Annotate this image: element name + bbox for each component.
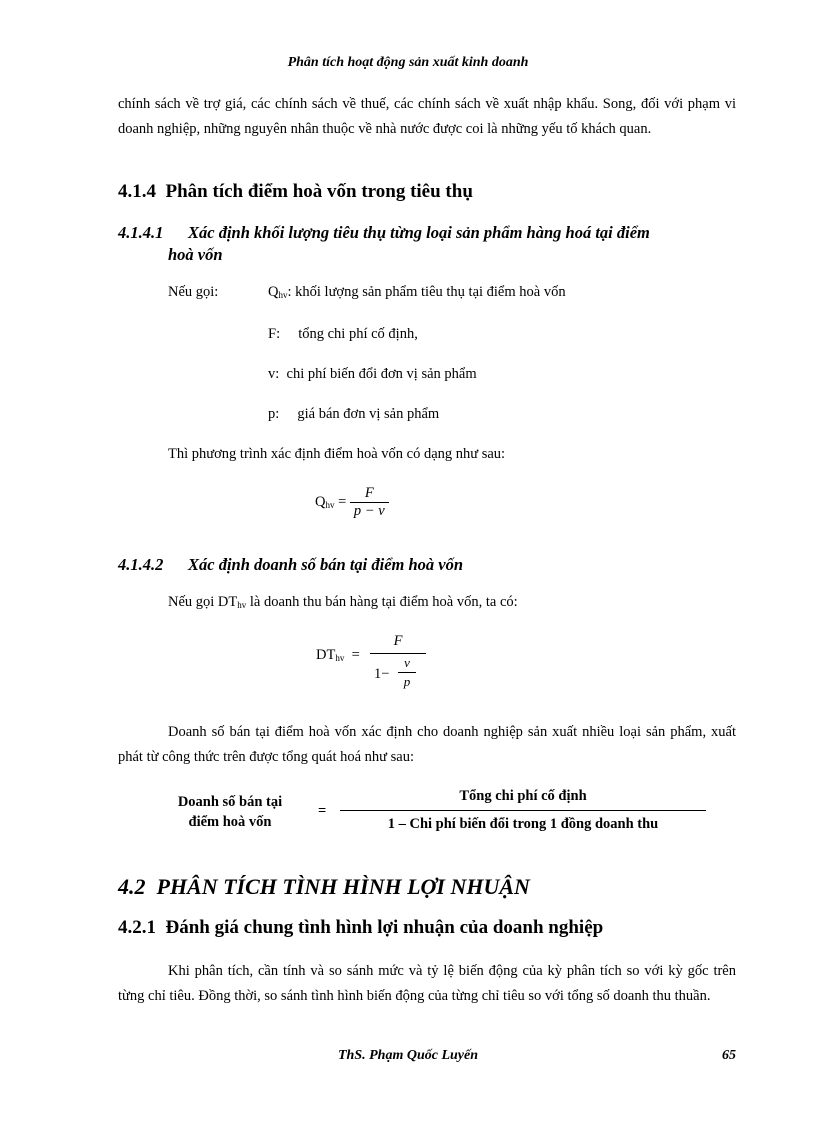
- footer-author: ThS. Phạm Quốc Luyến: [337, 1048, 478, 1063]
- p-text: giá bán đơn vị sản phẩm: [297, 406, 440, 422]
- fraction-line: [340, 810, 706, 811]
- section-heading-4-1-4-1: [118, 222, 748, 266]
- section-number: 4.2: [118, 874, 146, 899]
- definition-q: [268, 284, 566, 301]
- fraction-numerator: F: [393, 633, 403, 649]
- definition-v: [268, 366, 477, 383]
- p-symbol: p:: [268, 406, 280, 422]
- outer-fraction: [370, 633, 426, 698]
- section-heading-4-1-4-2: [118, 554, 463, 576]
- denominator-prefix: 1−: [374, 666, 390, 682]
- general-numerator: Tổng chi phí cố định: [459, 788, 587, 804]
- formula-lhs-subscript: hv: [335, 653, 345, 663]
- fraction-numerator: F: [364, 485, 374, 501]
- section-number: 4.2.1: [118, 917, 156, 938]
- equals-sign: =: [318, 803, 327, 819]
- lhs-line1: Doanh số bán tại: [177, 794, 283, 810]
- v-text: chi phí biến đổi đơn vị sản phẩm: [286, 366, 477, 382]
- dt-intro: [168, 594, 518, 611]
- f-text: tổng chi phí cố định,: [298, 326, 418, 342]
- equals-sign: =: [338, 493, 347, 510]
- q-symbol: Q: [268, 284, 279, 300]
- dt-intro-after: là doanh thu bán hàng tại điểm hoà vốn, ta có:: [246, 594, 518, 610]
- inner-numerator: v: [404, 655, 410, 670]
- section-title: PHÂN TÍCH TÌNH HÌNH LỢI NHUẬN: [156, 874, 530, 899]
- dt-intro-before: Nếu gọi DT: [168, 594, 238, 610]
- section-title: Đánh giá chung tình hình lợi nhuận của doanh nghiệp: [165, 917, 604, 938]
- fraction-denominator: [370, 653, 426, 698]
- general-denominator: 1 – Chi phí biến đổi trong 1 đồng doanh thu: [387, 816, 659, 832]
- section-heading-4-2-1: [118, 917, 603, 939]
- multi-product-paragraph: Doanh số bán tại điểm hoà vốn xác định cho doanh nghiệp sản xuất nhiều loại sản phẩm, xuất phát từ công thức trên được tổng quát hoá như sau:: [118, 724, 736, 765]
- fraction-denominator: p − v: [350, 502, 389, 520]
- section-heading-4-2: [118, 874, 530, 900]
- inner-denominator: p: [398, 672, 416, 691]
- dt-subscript: hv: [237, 600, 247, 610]
- equals-sign: =: [351, 647, 360, 663]
- formula-lhs-subscript: hv: [325, 499, 335, 510]
- q-subscript: hv: [278, 290, 288, 300]
- section-heading-4-1-4: [118, 181, 473, 203]
- section-title-line2: hoà vốn: [168, 245, 223, 264]
- v-symbol: v:: [268, 366, 280, 382]
- intro-paragraph: chính sách về trợ giá, các chính sách về thuế, các chính sách về xuất nhập khẩu. Song, đối với phạm vi doanh nghiệp, những nguyên nhân thuộc về nhà nước được coi là những yếu tố khách quan.: [118, 96, 736, 137]
- inner-fraction: [398, 654, 416, 691]
- definitions-label: Nếu gọi:: [168, 284, 219, 300]
- definition-p: [268, 406, 439, 423]
- section-title: Phân tích điểm hoà vốn trong tiêu thụ: [165, 181, 473, 202]
- section-title-line1: Xác định khối lượng tiêu thụ từng loại sản phẩm hàng hoá tại điểm: [188, 223, 650, 242]
- formula-breakeven-quantity: [315, 485, 389, 520]
- formula-lhs: Q: [315, 493, 326, 510]
- lhs-line2: điểm hoà vốn: [188, 814, 272, 830]
- section-number: 4.1.4.2: [118, 555, 164, 574]
- fraction: [350, 485, 389, 520]
- equation-intro: Thì phương trình xác định điểm hoà vốn có dạng như sau:: [168, 446, 506, 462]
- f-symbol: F:: [268, 326, 281, 342]
- formula-lhs: DT: [316, 647, 336, 663]
- section-number: 4.1.4: [118, 181, 156, 202]
- formula-general-lhs: [160, 792, 300, 832]
- closing-paragraph: Khi phân tích, cần tính và so sánh mức và tỷ lệ biến động của kỳ phân tích so với kỳ gốc trên từng chỉ tiêu. Đồng thời, so sánh tình hình biến động của từng chỉ tiêu so với tổng số doanh thu thuần.: [118, 963, 736, 1004]
- section-number: 4.1.4.1: [118, 223, 164, 242]
- q-text: : khối lượng sản phẩm tiêu thụ tại điểm hoà vốn: [287, 284, 566, 300]
- page-number: 65: [722, 1048, 736, 1063]
- section-title: Xác định doanh số bán tại điểm hoà vốn: [188, 555, 464, 574]
- definition-f: [268, 326, 418, 343]
- page-header: Phân tích hoạt động sản xuất kinh doanh: [287, 55, 529, 70]
